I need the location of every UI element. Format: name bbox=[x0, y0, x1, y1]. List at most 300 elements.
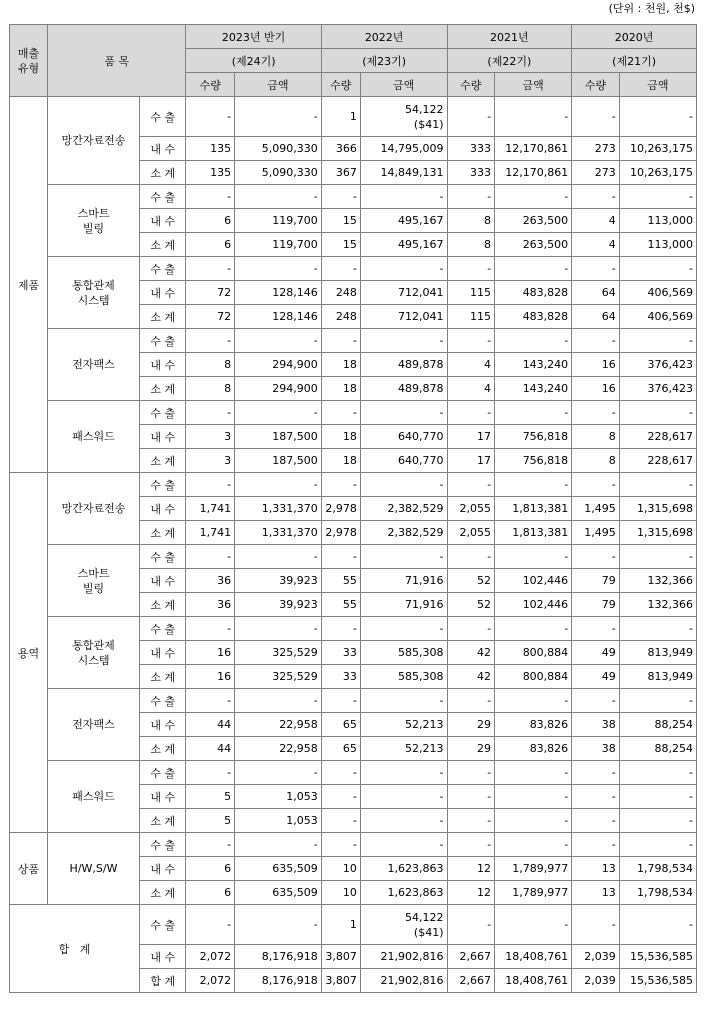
sub-label-cell: 내 수 bbox=[139, 945, 186, 969]
amount-cell: 5,090,330 bbox=[235, 161, 322, 185]
item-name-cell bbox=[48, 617, 140, 689]
amount-cell: - bbox=[619, 785, 696, 809]
qty-cell: 16 bbox=[186, 665, 235, 689]
qty-cell: 3 bbox=[186, 425, 235, 449]
qty-cell: - bbox=[572, 329, 620, 353]
qty-cell: 366 bbox=[321, 137, 360, 161]
amount-cell: 2,382,529 bbox=[360, 521, 447, 545]
amount-cell: 294,900 bbox=[235, 353, 322, 377]
qty-cell: 4 bbox=[572, 209, 620, 233]
amount-cell: - bbox=[619, 809, 696, 833]
qty-cell: 29 bbox=[447, 713, 495, 737]
qty-cell: 115 bbox=[447, 305, 495, 329]
amount-cell: - bbox=[619, 833, 696, 857]
amount-cell: - bbox=[360, 617, 447, 641]
amount-cell: 756,818 bbox=[495, 425, 572, 449]
amount-cell: 187,500 bbox=[235, 449, 322, 473]
amount-cell: - bbox=[619, 329, 696, 353]
amount-cell: 132,366 bbox=[619, 569, 696, 593]
qty-cell: - bbox=[186, 185, 235, 209]
amount-cell: 1,331,370 bbox=[235, 521, 322, 545]
header-amount: 금액 bbox=[235, 73, 322, 97]
qty-cell: 135 bbox=[186, 161, 235, 185]
item-name-cell bbox=[48, 329, 140, 401]
qty-cell: 2,667 bbox=[447, 945, 495, 969]
amount-cell: 263,500 bbox=[495, 209, 572, 233]
qty-cell: 42 bbox=[447, 665, 495, 689]
qty-cell: 8 bbox=[572, 449, 620, 473]
sub-label-cell: 수 출 bbox=[139, 617, 186, 641]
header-term: (제24기) bbox=[186, 49, 321, 73]
qty-cell: 2,039 bbox=[572, 945, 620, 969]
qty-cell: - bbox=[186, 401, 235, 425]
amount-cell: - bbox=[360, 809, 447, 833]
header-year: 2023년 반기 bbox=[186, 25, 321, 49]
qty-cell: 8 bbox=[447, 209, 495, 233]
amount-cell: - bbox=[619, 257, 696, 281]
amount-cell: 712,041 bbox=[360, 281, 447, 305]
usd-note: ($41) bbox=[413, 925, 444, 939]
qty-cell: - bbox=[572, 689, 620, 713]
amount-cell: - bbox=[495, 545, 572, 569]
sub-label-cell: 수 출 bbox=[139, 185, 186, 209]
qty-cell: 6 bbox=[186, 209, 235, 233]
qty-cell: - bbox=[572, 617, 620, 641]
qty-cell: 79 bbox=[572, 569, 620, 593]
item-name-cell bbox=[48, 185, 140, 257]
amount-cell: 5,090,330 bbox=[235, 137, 322, 161]
amount-cell: - bbox=[495, 329, 572, 353]
qty-cell: 1 bbox=[321, 97, 360, 137]
qty-cell: - bbox=[572, 905, 620, 945]
amount-cell: - bbox=[495, 97, 572, 137]
amount-cell: 52,213 bbox=[360, 713, 447, 737]
amount-cell bbox=[360, 905, 447, 945]
item-name-line: 망간자료전송 bbox=[61, 502, 126, 515]
amount-cell: 83,826 bbox=[495, 737, 572, 761]
qty-cell: 1,741 bbox=[186, 521, 235, 545]
amount-cell: - bbox=[360, 833, 447, 857]
qty-cell: - bbox=[572, 545, 620, 569]
amount-cell: - bbox=[235, 401, 322, 425]
header-qty: 수량 bbox=[447, 73, 495, 97]
amount-cell: 88,254 bbox=[619, 713, 696, 737]
sub-label-cell: 소 계 bbox=[139, 881, 186, 905]
value-text: 54,122 bbox=[405, 102, 444, 116]
sales-table bbox=[9, 24, 697, 993]
amount-cell: - bbox=[619, 185, 696, 209]
qty-cell: - bbox=[186, 97, 235, 137]
sub-label-cell: 소 계 bbox=[139, 377, 186, 401]
amount-cell: - bbox=[495, 257, 572, 281]
qty-cell: 8 bbox=[572, 425, 620, 449]
qty-cell: - bbox=[186, 689, 235, 713]
qty-cell: 2,667 bbox=[447, 969, 495, 993]
item-name-line: 전자팩스 bbox=[72, 718, 115, 731]
item-name-cell bbox=[48, 689, 140, 761]
amount-cell: - bbox=[360, 545, 447, 569]
table-row bbox=[10, 545, 697, 569]
amount-cell bbox=[360, 97, 447, 137]
qty-cell: - bbox=[447, 257, 495, 281]
qty-cell: - bbox=[321, 617, 360, 641]
amount-cell: 640,770 bbox=[360, 449, 447, 473]
sales-type-cell: 상품 bbox=[10, 833, 48, 905]
header-year: 2020년 bbox=[572, 25, 697, 49]
item-name-cell bbox=[48, 257, 140, 329]
qty-cell: 1 bbox=[321, 905, 360, 945]
qty-cell: - bbox=[321, 761, 360, 785]
amount-cell: - bbox=[360, 185, 447, 209]
qty-cell: - bbox=[572, 833, 620, 857]
amount-cell: 489,878 bbox=[360, 353, 447, 377]
amount-cell: 635,509 bbox=[235, 881, 322, 905]
amount-cell: 39,923 bbox=[235, 569, 322, 593]
qty-cell: 4 bbox=[447, 377, 495, 401]
sub-label-cell: 내 수 bbox=[139, 353, 186, 377]
qty-cell: 65 bbox=[321, 737, 360, 761]
unit-note: (단위 : 천원, 천$) bbox=[608, 2, 695, 15]
amount-cell: - bbox=[495, 905, 572, 945]
qty-cell: 65 bbox=[321, 713, 360, 737]
amount-cell: 1,315,698 bbox=[619, 521, 696, 545]
sub-label-cell: 소 계 bbox=[139, 449, 186, 473]
qty-cell: 3,807 bbox=[321, 969, 360, 993]
total-row bbox=[10, 905, 697, 945]
amount-cell: - bbox=[619, 689, 696, 713]
qty-cell: - bbox=[321, 401, 360, 425]
table-row bbox=[10, 689, 697, 713]
qty-cell: - bbox=[321, 809, 360, 833]
qty-cell: - bbox=[186, 617, 235, 641]
amount-cell: 12,170,861 bbox=[495, 161, 572, 185]
amount-cell: - bbox=[235, 329, 322, 353]
sub-label-cell: 수 출 bbox=[139, 257, 186, 281]
qty-cell: 38 bbox=[572, 713, 620, 737]
amount-cell: 119,700 bbox=[235, 233, 322, 257]
amount-cell: 113,000 bbox=[619, 233, 696, 257]
qty-cell: 42 bbox=[447, 641, 495, 665]
header-year: 2022년 bbox=[321, 25, 447, 49]
qty-cell: - bbox=[447, 833, 495, 857]
amount-cell: - bbox=[619, 401, 696, 425]
item-name-line: 패스워드 bbox=[72, 790, 115, 803]
sub-label-cell: 수 출 bbox=[139, 545, 186, 569]
qty-cell: 248 bbox=[321, 305, 360, 329]
amount-cell: - bbox=[360, 257, 447, 281]
header-amount: 금액 bbox=[619, 73, 696, 97]
qty-cell: 49 bbox=[572, 665, 620, 689]
qty-cell: - bbox=[186, 473, 235, 497]
amount-cell: 22,958 bbox=[235, 737, 322, 761]
qty-cell: 4 bbox=[447, 353, 495, 377]
amount-cell: 1,623,863 bbox=[360, 881, 447, 905]
header-qty: 수량 bbox=[186, 73, 235, 97]
amount-cell: 119,700 bbox=[235, 209, 322, 233]
amount-cell: 1,813,381 bbox=[495, 497, 572, 521]
header-year: 2021년 bbox=[447, 25, 572, 49]
item-name-line: 빌링 bbox=[82, 221, 105, 235]
amount-cell: 800,884 bbox=[495, 665, 572, 689]
qty-cell: 1,741 bbox=[186, 497, 235, 521]
sub-label-cell: 수 출 bbox=[139, 97, 186, 137]
qty-cell: - bbox=[572, 473, 620, 497]
qty-cell: 12 bbox=[447, 881, 495, 905]
amount-cell: 1,053 bbox=[235, 809, 322, 833]
amount-cell: - bbox=[235, 97, 322, 137]
amount-cell: 263,500 bbox=[495, 233, 572, 257]
qty-cell: 17 bbox=[447, 425, 495, 449]
qty-cell: 36 bbox=[186, 569, 235, 593]
qty-cell: - bbox=[572, 97, 620, 137]
amount-cell: 102,446 bbox=[495, 593, 572, 617]
qty-cell: - bbox=[321, 545, 360, 569]
qty-cell: 38 bbox=[572, 737, 620, 761]
qty-cell: - bbox=[186, 761, 235, 785]
qty-cell: - bbox=[447, 785, 495, 809]
amount-cell: 294,900 bbox=[235, 377, 322, 401]
amount-cell: 21,902,816 bbox=[360, 969, 447, 993]
header-sales-type: 매출 유형 bbox=[10, 25, 48, 97]
amount-cell: 71,916 bbox=[360, 593, 447, 617]
amount-cell: 483,828 bbox=[495, 305, 572, 329]
sales-table-body bbox=[10, 25, 697, 993]
qty-cell: 33 bbox=[321, 665, 360, 689]
qty-cell: - bbox=[186, 257, 235, 281]
qty-cell: 13 bbox=[572, 881, 620, 905]
qty-cell: 15 bbox=[321, 209, 360, 233]
qty-cell: 248 bbox=[321, 281, 360, 305]
amount-cell: - bbox=[495, 761, 572, 785]
header-qty: 수량 bbox=[572, 73, 620, 97]
qty-cell: - bbox=[186, 329, 235, 353]
table-row bbox=[10, 761, 697, 785]
table-row bbox=[10, 97, 697, 137]
sub-label-cell: 내 수 bbox=[139, 209, 186, 233]
amount-cell: 187,500 bbox=[235, 425, 322, 449]
sub-label-cell: 수 출 bbox=[139, 761, 186, 785]
qty-cell: 3,807 bbox=[321, 945, 360, 969]
qty-cell: 3 bbox=[186, 449, 235, 473]
qty-cell: 1,495 bbox=[572, 497, 620, 521]
amount-cell: - bbox=[235, 257, 322, 281]
qty-cell: - bbox=[447, 617, 495, 641]
table-row bbox=[10, 185, 697, 209]
amount-cell: 495,167 bbox=[360, 209, 447, 233]
header-term: (제22기) bbox=[447, 49, 572, 73]
amount-cell: 495,167 bbox=[360, 233, 447, 257]
amount-cell: 228,617 bbox=[619, 425, 696, 449]
amount-cell: 712,041 bbox=[360, 305, 447, 329]
qty-cell: 17 bbox=[447, 449, 495, 473]
amount-cell: 8,176,918 bbox=[235, 969, 322, 993]
total-label-cell: 합 계 bbox=[10, 905, 140, 993]
qty-cell: 333 bbox=[447, 137, 495, 161]
amount-cell: 102,446 bbox=[495, 569, 572, 593]
qty-cell: 64 bbox=[572, 305, 620, 329]
header-term: (제21기) bbox=[572, 49, 697, 73]
amount-cell: - bbox=[619, 97, 696, 137]
qty-cell: - bbox=[186, 833, 235, 857]
amount-cell: - bbox=[495, 833, 572, 857]
sub-label-cell: 내 수 bbox=[139, 425, 186, 449]
qty-cell: - bbox=[572, 257, 620, 281]
table-row bbox=[10, 257, 697, 281]
amount-cell: 376,423 bbox=[619, 353, 696, 377]
amount-cell: 128,146 bbox=[235, 281, 322, 305]
amount-cell: 14,795,009 bbox=[360, 137, 447, 161]
amount-cell: - bbox=[360, 329, 447, 353]
header-row-year bbox=[10, 25, 697, 49]
qty-cell: 2,055 bbox=[447, 521, 495, 545]
qty-cell: - bbox=[447, 401, 495, 425]
amount-cell: 8,176,918 bbox=[235, 945, 322, 969]
amount-cell: 15,536,585 bbox=[619, 945, 696, 969]
qty-cell: 52 bbox=[447, 569, 495, 593]
qty-cell: - bbox=[321, 329, 360, 353]
amount-cell: 52,213 bbox=[360, 737, 447, 761]
amount-cell: 1,789,977 bbox=[495, 857, 572, 881]
qty-cell: 16 bbox=[186, 641, 235, 665]
qty-cell: - bbox=[321, 833, 360, 857]
qty-cell: 29 bbox=[447, 737, 495, 761]
amount-cell: - bbox=[619, 761, 696, 785]
qty-cell: 15 bbox=[321, 233, 360, 257]
qty-cell: - bbox=[186, 905, 235, 945]
amount-cell: 756,818 bbox=[495, 449, 572, 473]
amount-cell: 1,623,863 bbox=[360, 857, 447, 881]
qty-cell: - bbox=[186, 545, 235, 569]
amount-cell: - bbox=[360, 401, 447, 425]
amount-cell: 22,958 bbox=[235, 713, 322, 737]
amount-cell: 71,916 bbox=[360, 569, 447, 593]
amount-cell: 1,315,698 bbox=[619, 497, 696, 521]
amount-cell: 21,902,816 bbox=[360, 945, 447, 969]
qty-cell: 55 bbox=[321, 569, 360, 593]
amount-cell: - bbox=[235, 761, 322, 785]
amount-cell: 800,884 bbox=[495, 641, 572, 665]
amount-cell: - bbox=[235, 617, 322, 641]
qty-cell: 52 bbox=[447, 593, 495, 617]
amount-cell: 10,263,175 bbox=[619, 137, 696, 161]
qty-cell: 72 bbox=[186, 305, 235, 329]
amount-cell: - bbox=[235, 473, 322, 497]
qty-cell: 33 bbox=[321, 641, 360, 665]
amount-cell: 83,826 bbox=[495, 713, 572, 737]
sub-label-cell: 소 계 bbox=[139, 809, 186, 833]
item-name-cell bbox=[48, 545, 140, 617]
amount-cell: - bbox=[360, 689, 447, 713]
qty-cell: - bbox=[321, 785, 360, 809]
header-term: (제23기) bbox=[321, 49, 447, 73]
qty-cell: - bbox=[447, 185, 495, 209]
amount-cell: - bbox=[619, 905, 696, 945]
sub-label-cell: 내 수 bbox=[139, 713, 186, 737]
qty-cell: - bbox=[447, 761, 495, 785]
sub-label-cell: 소 계 bbox=[139, 233, 186, 257]
table-row bbox=[10, 473, 697, 497]
amount-cell: - bbox=[235, 185, 322, 209]
qty-cell: 2,072 bbox=[186, 945, 235, 969]
amount-cell: 143,240 bbox=[495, 377, 572, 401]
sub-label-cell: 수 출 bbox=[139, 401, 186, 425]
qty-cell: 2,978 bbox=[321, 521, 360, 545]
sub-label-cell: 수 출 bbox=[139, 905, 186, 945]
qty-cell: 18 bbox=[321, 449, 360, 473]
header-qty: 수량 bbox=[321, 73, 360, 97]
qty-cell: 6 bbox=[186, 233, 235, 257]
qty-cell: - bbox=[447, 329, 495, 353]
amount-cell: 12,170,861 bbox=[495, 137, 572, 161]
amount-cell: 2,382,529 bbox=[360, 497, 447, 521]
qty-cell: - bbox=[321, 473, 360, 497]
table-row bbox=[10, 833, 697, 857]
qty-cell: - bbox=[447, 809, 495, 833]
amount-cell: - bbox=[360, 761, 447, 785]
sub-label-cell: 수 출 bbox=[139, 689, 186, 713]
amount-cell: 483,828 bbox=[495, 281, 572, 305]
amount-cell: 585,308 bbox=[360, 665, 447, 689]
amount-cell: 376,423 bbox=[619, 377, 696, 401]
amount-cell: - bbox=[495, 809, 572, 833]
qty-cell: - bbox=[447, 905, 495, 945]
qty-cell: 55 bbox=[321, 593, 360, 617]
qty-cell: - bbox=[572, 785, 620, 809]
qty-cell: - bbox=[321, 257, 360, 281]
item-name-line: 통합관제 bbox=[72, 278, 115, 292]
amount-cell: - bbox=[235, 905, 322, 945]
item-name-line: 통합관제 bbox=[72, 638, 115, 652]
qty-cell: 2,978 bbox=[321, 497, 360, 521]
qty-cell: 115 bbox=[447, 281, 495, 305]
qty-cell: 64 bbox=[572, 281, 620, 305]
qty-cell: 6 bbox=[186, 857, 235, 881]
qty-cell: 12 bbox=[447, 857, 495, 881]
amount-cell: - bbox=[495, 401, 572, 425]
sub-label-cell: 내 수 bbox=[139, 785, 186, 809]
amount-cell: - bbox=[495, 185, 572, 209]
amount-cell: 1,789,977 bbox=[495, 881, 572, 905]
value-text: 54,122 bbox=[405, 910, 444, 924]
amount-cell: - bbox=[495, 785, 572, 809]
amount-cell: 14,849,131 bbox=[360, 161, 447, 185]
amount-cell: 640,770 bbox=[360, 425, 447, 449]
qty-cell: 273 bbox=[572, 137, 620, 161]
amount-cell: 88,254 bbox=[619, 737, 696, 761]
amount-cell: - bbox=[360, 785, 447, 809]
qty-cell: 135 bbox=[186, 137, 235, 161]
qty-cell: 18 bbox=[321, 353, 360, 377]
item-name-cell bbox=[48, 97, 140, 185]
qty-cell: - bbox=[572, 401, 620, 425]
qty-cell: 5 bbox=[186, 809, 235, 833]
amount-cell: 813,949 bbox=[619, 641, 696, 665]
amount-cell: 15,536,585 bbox=[619, 969, 696, 993]
qty-cell: 4 bbox=[572, 233, 620, 257]
amount-cell: 1,813,381 bbox=[495, 521, 572, 545]
amount-cell: - bbox=[495, 617, 572, 641]
qty-cell: 10 bbox=[321, 857, 360, 881]
sub-label-cell: 소 계 bbox=[139, 521, 186, 545]
item-name-cell bbox=[48, 473, 140, 545]
qty-cell: 18 bbox=[321, 377, 360, 401]
amount-cell: 406,569 bbox=[619, 281, 696, 305]
qty-cell: - bbox=[572, 761, 620, 785]
amount-cell: 325,529 bbox=[235, 665, 322, 689]
amount-cell: 325,529 bbox=[235, 641, 322, 665]
sales-type-cell: 제품 bbox=[10, 97, 48, 473]
qty-cell: 8 bbox=[447, 233, 495, 257]
